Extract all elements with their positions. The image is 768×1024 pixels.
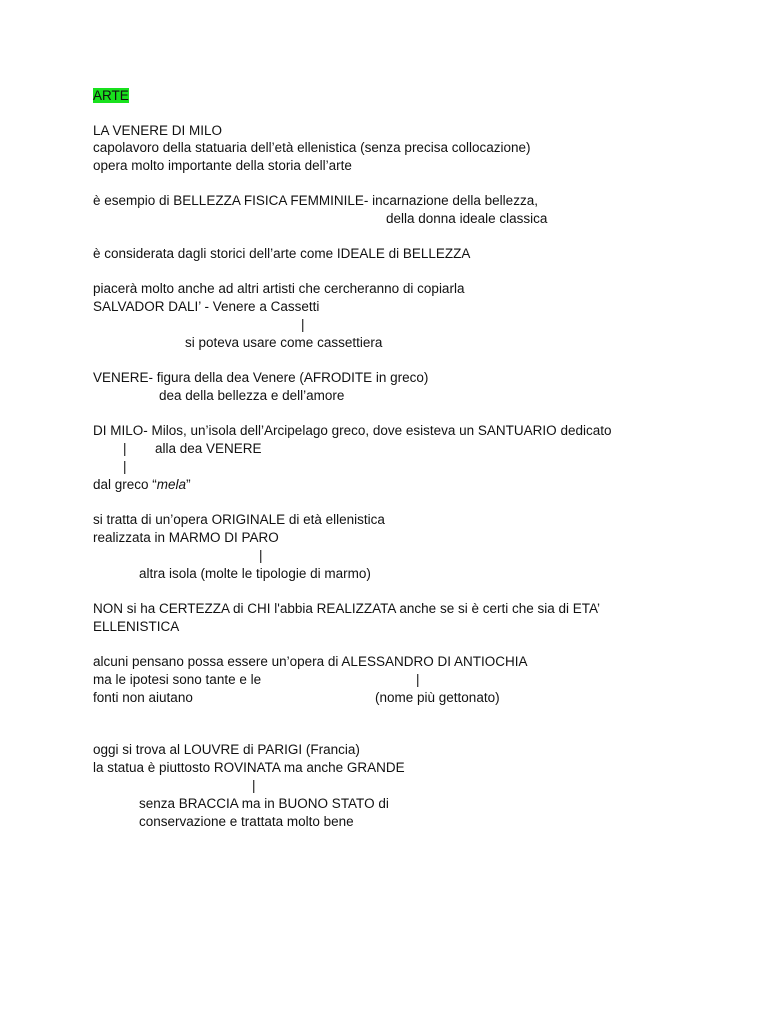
text-line: ma le ipotesi sono tante e le: [93, 672, 262, 687]
text-line: oggi si trova al LOUVRE di PARIGI (Francia): [93, 742, 360, 757]
connector-pipe: |: [123, 459, 127, 474]
text-line: fonti non aiutano: [93, 690, 193, 705]
text-span: dal greco “: [93, 477, 157, 492]
text-line: senza BRACCIA ma in BUONO STATO di: [139, 796, 389, 811]
connector-pipe: |: [301, 317, 305, 332]
text-line: è esempio di BELLEZZA FISICA FEMMINILE- incarnazione della bellezza,: [93, 193, 538, 208]
text-line: la statua è piuttosto ROVINATA ma anche GRANDE: [93, 760, 405, 775]
text-line: si tratta di un’opera ORIGINALE di età ellenistica: [93, 512, 385, 527]
connector-pipe: |: [416, 672, 420, 687]
text-line: si poteva usare come cassettiera: [185, 335, 383, 350]
text-line: piacerà molto anche ad altri artisti che cercheranno di copiarla: [93, 281, 465, 296]
text-line: dea della bellezza e dell’amore: [159, 388, 345, 403]
text-line: [93, 476, 191, 493]
text-line: capolavoro della statuaria dell’età ellenistica (senza precisa collocazione): [93, 140, 531, 155]
text-line: altra isola (molte le tipologie di marmo): [139, 566, 371, 581]
text-line: opera molto importante della storia dell’arte: [93, 158, 352, 173]
text-line: conservazione e trattata molto bene: [139, 814, 354, 829]
text-line: alcuni pensano possa essere un’opera di ALESSANDRO DI ANTIOCHIA: [93, 654, 528, 669]
highlighted-heading: ARTE: [93, 88, 129, 103]
document-title: LA VENERE DI MILO: [93, 123, 223, 138]
connector-pipe: |: [123, 441, 127, 456]
text-span: ”: [186, 477, 191, 492]
italic-word: mela: [156, 477, 187, 492]
text-line: (nome più gettonato): [375, 690, 500, 705]
text-line: ELLENISTICA: [93, 619, 180, 634]
text-line: VENERE- figura della dea Venere (AFRODITE in greco): [93, 370, 429, 385]
text-line: alla dea VENERE: [155, 441, 262, 456]
text-line: DI MILO- Milos, un’isola dell’Arcipelago greco, dove esisteva un SANTUARIO dedicato: [93, 423, 612, 438]
text-line: realizzata in MARMO DI PARO: [93, 530, 279, 545]
section-heading: [93, 87, 129, 104]
text-line: della donna ideale classica: [386, 211, 548, 226]
text-line: è considerata dagli storici dell’arte come IDEALE di BELLEZZA: [93, 246, 471, 261]
text-line: SALVADOR DALI’ - Venere a Cassetti: [93, 299, 320, 314]
connector-pipe: |: [252, 778, 256, 793]
connector-pipe: |: [259, 548, 263, 563]
text-line: NON si ha CERTEZZA di CHI l'abbia REALIZZATA anche se si è certi che sia di ETA’: [93, 601, 601, 616]
